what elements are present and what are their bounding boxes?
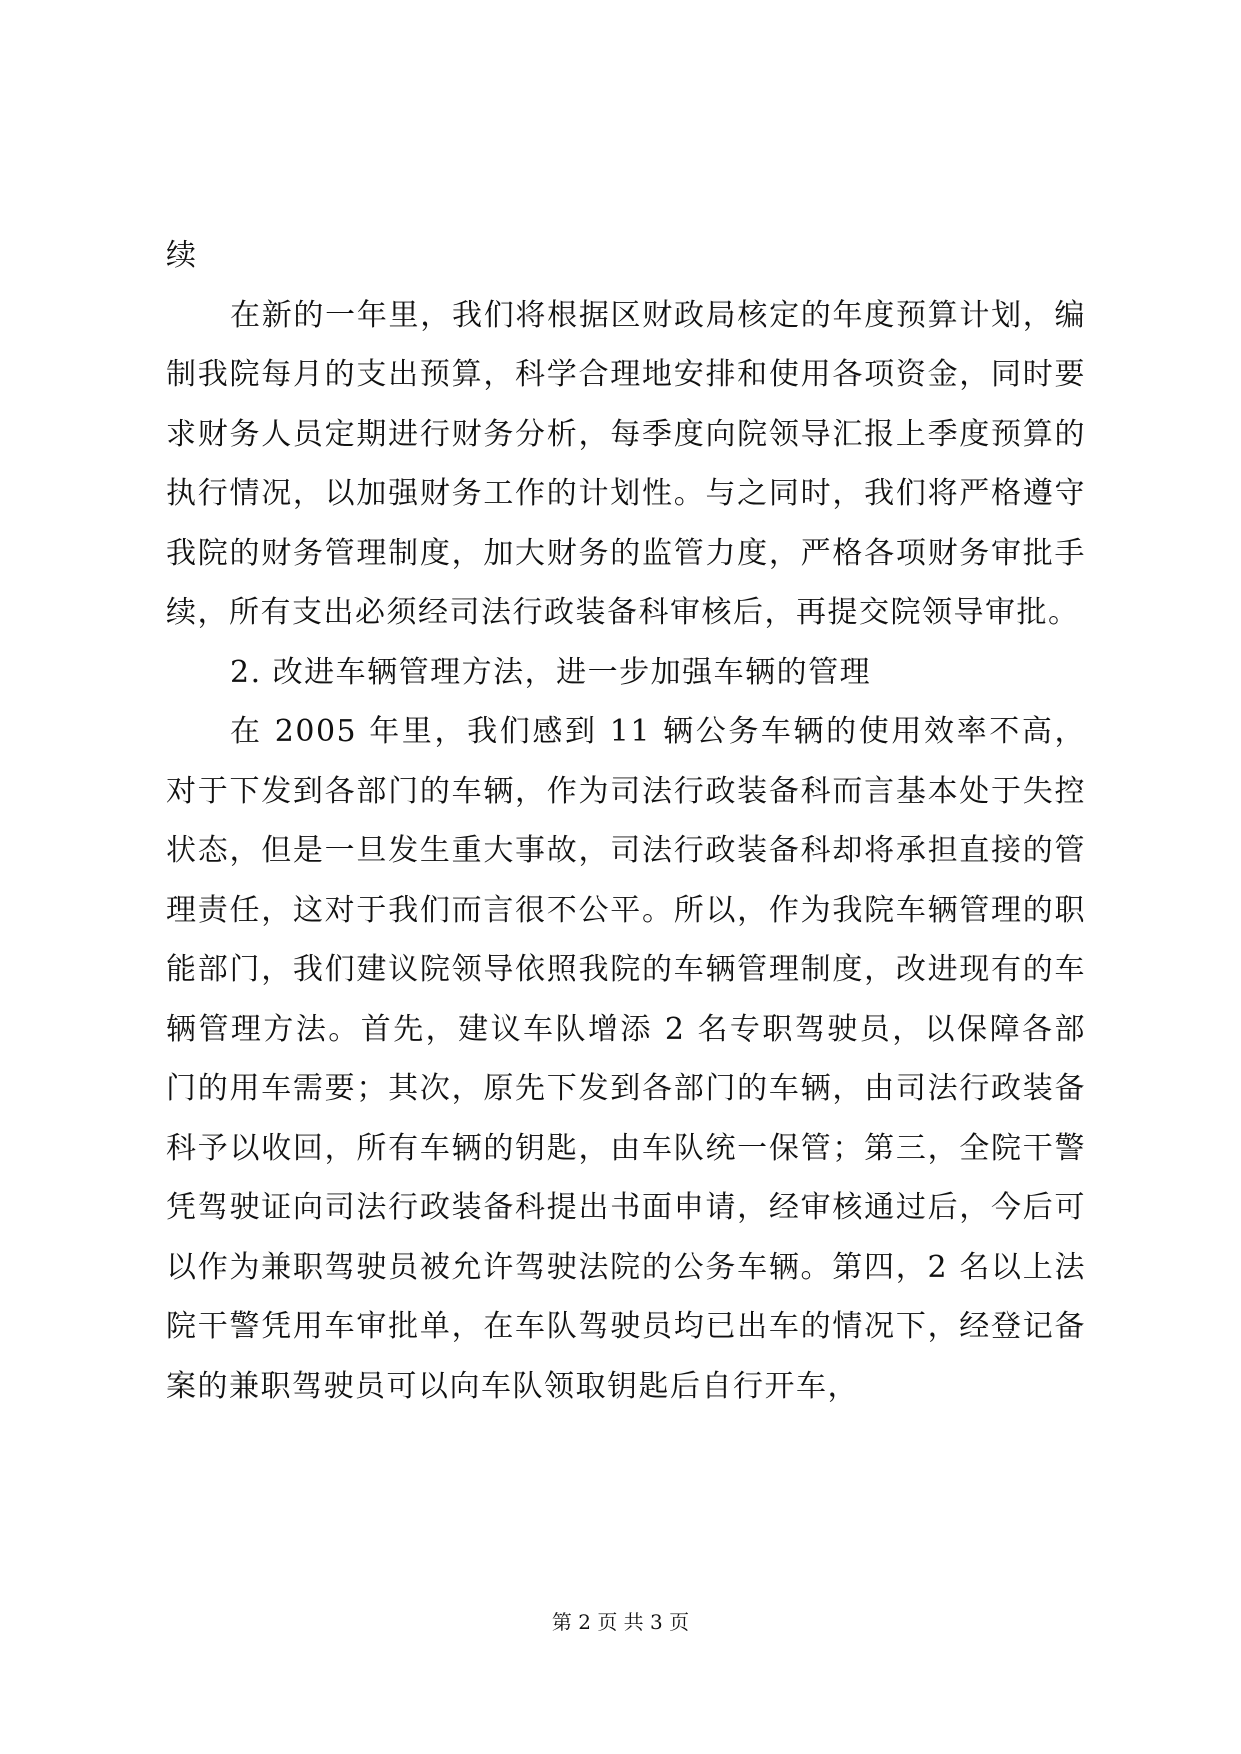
page-footer: 第 2 页 共 3 页 (551, 1610, 690, 1634)
continuation-label: 续 (166, 238, 198, 273)
paragraph-budget: 在新的一年里，我们将根据区财政局核定的年度预算计划，编制我院每月的支出预算，科学合理地安排和使用各项资金，同时要求财务人员定期进行财务分析，每季度向院领导汇报上季度预算的执行情况，以加强财务工作的计划性。与之同时，我们将严格遵守我院的财务管理制度，加大财务的监管力度，严格各项财务审批手续，所有支出必须经司法行政装备科审核后，再提交院领导审批。 (166, 297, 1086, 630)
document-body (166, 226, 1086, 1416)
section-heading-vehicle-management: 2. 改进车辆管理方法，进一步加强车辆的管理 (230, 654, 872, 690)
paragraph-vehicles: 在 2005 年里，我们感到 11 辆公务车辆的使用效率不高，对于下发到各部门的车辆，作为司法行政装备科而言基本处于失控状态，但是一旦发生重大事故，司法行政装备科却将承担直接的管理责任，这对于我们而言很不公平。所以，作为我院车辆管理的职能部门，我们建议院领导依照我院的车辆管理制度，改进现有的车辆管理方法。首先，建议车队增添 2 名专职驾驶员，以保障各部门的用车需要；其次，原先下发到各部门的车辆，由司法行政装备科予以收回，所有车辆的钥匙，由车队统一保管；第三，全院干警凭驾驶证向司法行政装备科提出书面申请，经审核通过后，今后可以作为兼职驾驶员被允许驾驶法院的公务车辆。第四，2 名以上法院干警凭用车审批单，在车队驾驶员均已出车的情况下，经登记备案的兼职驾驶员可以向车队领取钥匙后自行开车， (166, 714, 1086, 1404)
